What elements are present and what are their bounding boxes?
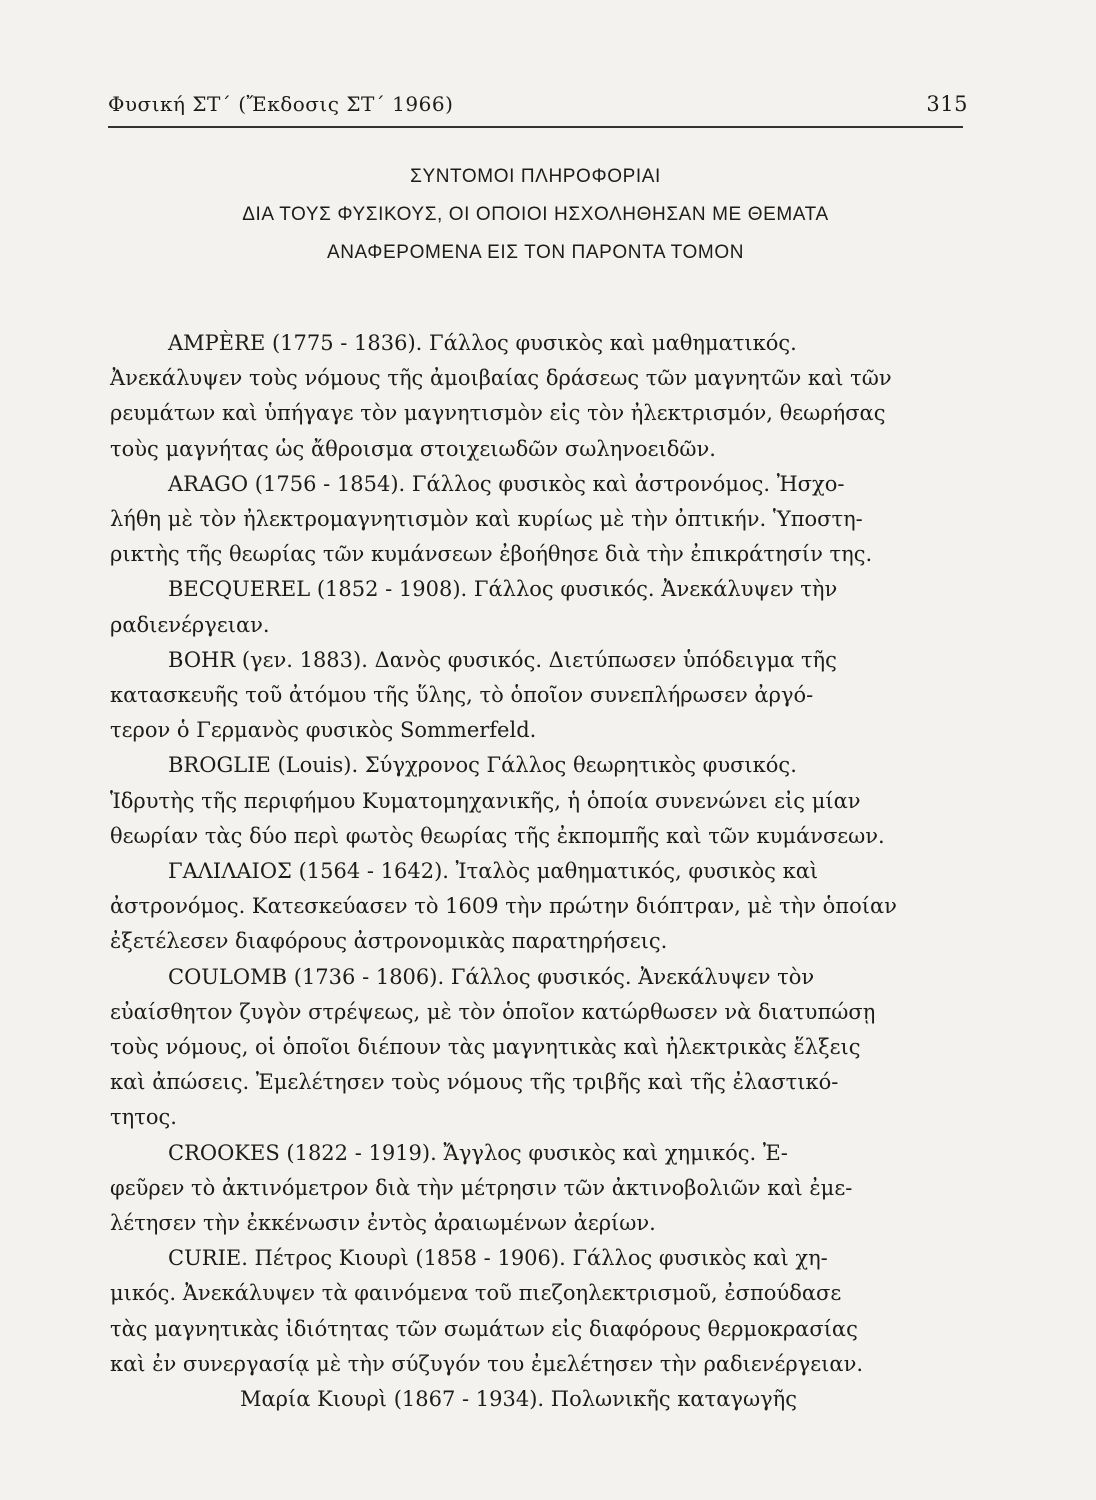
entry-first-line: AMPÈRE (1775 - 1836). Γάλλος φυσικὸς καὶ μαθηματικός. — [168, 331, 797, 355]
biography-entry — [110, 572, 960, 642]
biography-entry — [110, 748, 960, 854]
entry-line: Ἱδρυτὴς τῆς περιφήμου Κυματομηχανικῆς, ἡ ὁποία συνενώνει εἰς μίαν — [110, 788, 861, 813]
entry-line: κατασκευῆς τοῦ ἀτόμου τῆς ὕλης, τὸ ὁποῖον συνεπλήρωσεν ἀργό- — [110, 683, 814, 708]
entry-line: τοὺς νόμους, οἱ ὁποῖοι διέπουν τὰς μαγνητικὰς καὶ ἠλεκτρικὰς ἕλξεις — [110, 1035, 861, 1060]
header-rule — [108, 126, 963, 128]
entry-line: καὶ ἀπώσεις. Ἐμελέτησεν τοὺς νόμους τῆς τριβῆς καὶ τῆς ἐλαστικό- — [110, 1070, 839, 1095]
entry-first-line: CURIE. Πέτρος Κιουρὶ (1858 - 1906). Γάλλος φυσικὸς καὶ χη- — [168, 1246, 828, 1271]
entry-first-line: Μαρία Κιουρὶ (1867 - 1934). Πολωνικῆς καταγωγῆς — [240, 1387, 797, 1412]
biography-entry — [110, 854, 960, 960]
heading-line: ΑΝΑΦΕΡΟΜΕΝΑ ΕΙΣ ΤΟΝ ΠΑΡΟΝΤΑ ΤΟΜΟΝ — [326, 242, 745, 263]
entry-line: ἀστρονόμος. Κατεσκεύασεν τὸ 1609 τὴν πρώτην διόπτραν, μὲ τὴν ὁποίαν — [110, 894, 897, 919]
entry-line: ἐξετέλεσεν διαφόρους ἀστρονομικὰς παρατηρήσεις. — [110, 929, 668, 954]
biography-entry — [110, 643, 960, 749]
entry-line: τὰς μαγνητικὰς ἰδιότητας τῶν σωμάτων εἰς διαφόρους θερμοκρασίας — [110, 1316, 858, 1341]
entry-line: καὶ ἐν συνεργασίᾳ μὲ τὴν σύζυγόν του ἐμελέτησεν τὴν ραδιενέργειαν. — [110, 1351, 864, 1376]
entry-first-line: COULOMB (1736 - 1806). Γάλλος φυσικός. Ἀνεκάλυψεν τὸν — [168, 964, 815, 989]
entry-line: ραδιενέργειαν. — [110, 612, 270, 637]
biography-entry — [110, 1136, 960, 1242]
entry-first-line: CROOKES (1822 - 1919). Ἄγγλος φυσικὸς καὶ χημικός. Ἐ- — [168, 1140, 788, 1165]
biography-entry — [110, 960, 960, 1136]
entry-line: τερον ὁ Γερμανὸς φυσικὸς Sommerfeld. — [110, 718, 537, 743]
entry-first-line: ΓΑΛΙΛΑΙΟΣ (1564 - 1642). Ἰταλὸς μαθηματικός, φυσικὸς καὶ — [168, 859, 819, 884]
entry-line: Ἀνεκάλυψεν τοὺς νόμους τῆς ἀμοιβαίας δράσεως τῶν μαγνητῶν καὶ τῶν — [110, 366, 892, 391]
biography-list — [110, 326, 960, 1417]
entry-line: μικός. Ἀνεκάλυψεν τὰ φαινόμενα τοῦ πιεζοηλεκτρισμοῦ, ἐσπούδασε — [110, 1281, 842, 1306]
heading-line: ΔΙΑ ΤΟΥΣ ΦΥΣΙΚΟΥΣ, ΟΙ ΟΠΟΙΟΙ ΗΣΧΟΛΗΘΗΣΑΝ ΜΕ ΘΕΜΑΤΑ — [242, 204, 829, 225]
entry-line: λέτησεν τὴν ἐκκένωσιν ἐντὸς ἀραιωμένων ἀερίων. — [110, 1211, 656, 1236]
running-title: Φυσική ΣΤ΄ (Ἔκδοσις ΣΤ΄ 1966) — [108, 92, 454, 116]
entry-line: ρευμάτων καὶ ὑπήγαγε τὸν μαγνητισμὸν εἰς τὸν ἠλεκτρισμόν, θεωρήσας — [110, 401, 886, 426]
entry-line: τοὺς μαγνήτας ὡς ἄθροισμα στοιχειωδῶν σωληνοειδῶν. — [110, 436, 716, 461]
page-header — [108, 92, 968, 122]
biography-entry — [110, 1382, 960, 1417]
entry-line: λήθη μὲ τὸν ἠλεκτρομαγνητισμὸν καὶ κυρίως μὲ τὴν ὀπτικήν. Ὑποστη- — [110, 507, 863, 532]
heading-line: ΣΥΝΤΟΜΟΙ ΠΛΗΡΟΦΟΡΙΑΙ — [410, 166, 661, 187]
entry-first-line: BOHR (γεν. 1883). Δανὸς φυσικός. Διετύπωσεν ὑπόδειγμα τῆς — [168, 647, 837, 672]
entry-line: ρικτὴς τῆς θεωρίας τῶν κυμάνσεων ἐβοήθησε διὰ τὴν ἐπικράτησίν της. — [110, 542, 873, 567]
entry-first-line: BROGLIE (Louis). Σύγχρονος Γάλλος θεωρητικὸς φυσικός. — [168, 753, 797, 778]
entry-first-line: ARAGO (1756 - 1854). Γάλλος φυσικὸς καὶ ἀστρονόμος. Ἠσχο- — [168, 471, 845, 496]
entry-line: θεωρίαν τὰς δύο περὶ φωτὸς θεωρίας τῆς ἐκπομπῆς καὶ τῶν κυμάνσεων. — [110, 823, 885, 848]
entry-line: τητος. — [110, 1105, 177, 1130]
section-heading — [108, 158, 963, 272]
page-number: 315 — [926, 92, 968, 116]
biography-entry — [110, 467, 960, 573]
biography-entry — [110, 1241, 960, 1382]
biography-entry — [110, 326, 960, 467]
entry-first-line: BECQUEREL (1852 - 1908). Γάλλος φυσικός. Ἀνεκάλυψεν τὴν — [168, 577, 838, 602]
entry-line: φεῦρεν τὸ ἀκτινόμετρον διὰ τὴν μέτρησιν τῶν ἀκτινοβολιῶν καὶ ἐμε- — [110, 1175, 853, 1200]
entry-line: εὐαίσθητον ζυγὸν στρέψεως, μὲ τὸν ὁποῖον κατώρθωσεν νὰ διατυπώσῃ — [110, 999, 876, 1024]
